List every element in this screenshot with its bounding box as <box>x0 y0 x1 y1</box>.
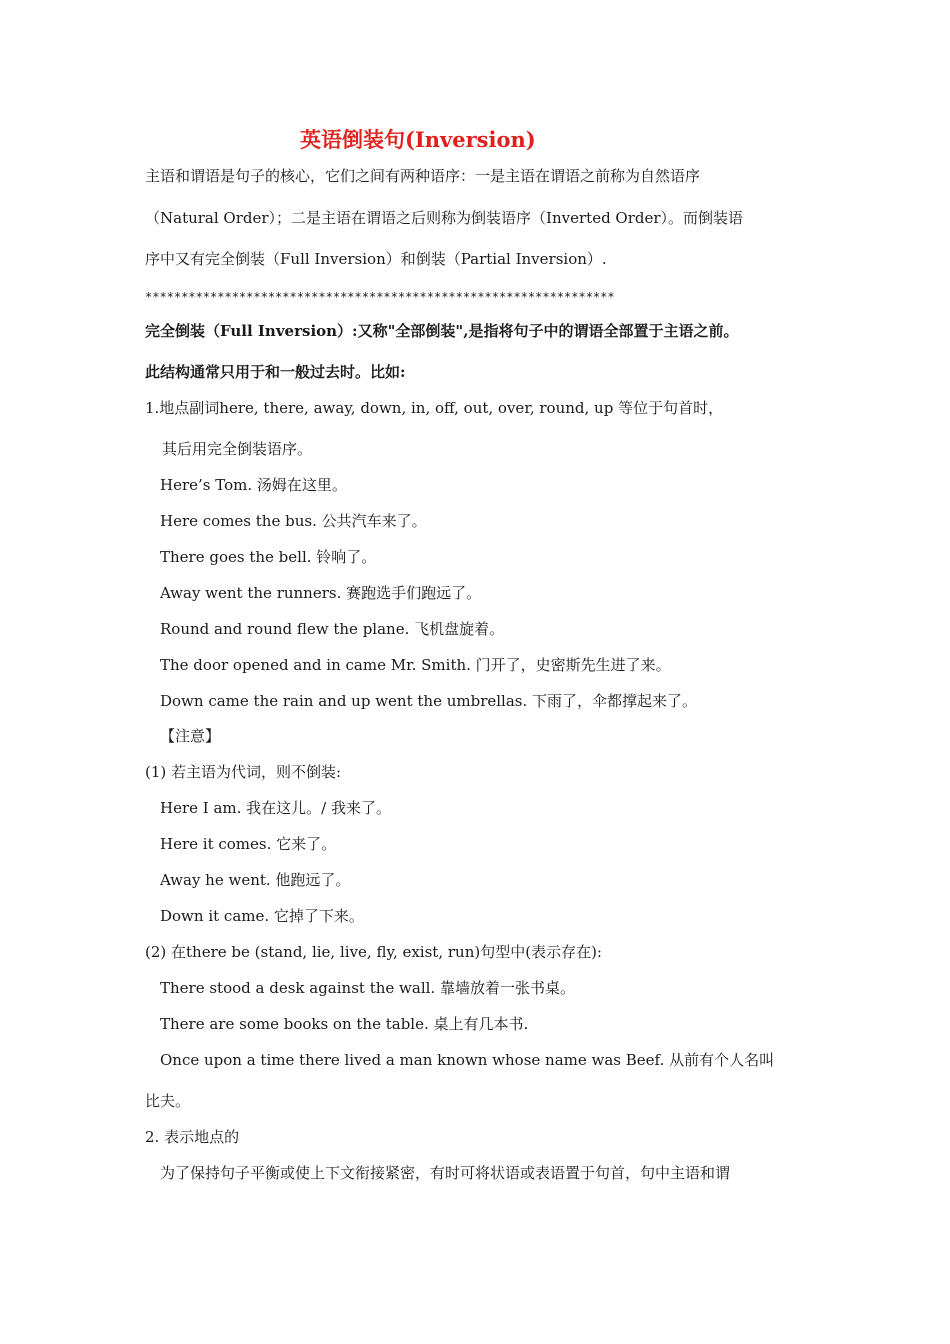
intro-line-2: （Natural Order）；二是主语在谓语之后则称为倒装语序（Inverted Order）。而倒装语 <box>145 209 744 227</box>
note-item2-heading: (2) 在there be (stand, lie, live, fly, exist, run)句型中(表示存在): <box>145 943 602 961</box>
document-title: 英语倒装句(Inversion) <box>300 127 536 152</box>
note-item1-example: Down it came. 它掉了下来。 <box>160 907 364 925</box>
section2-heading: 2. 表示地点的 <box>145 1128 240 1146</box>
separator-line: ***************************************************************** <box>145 290 615 304</box>
note-item1-example: Here it comes. 它来了。 <box>160 835 337 853</box>
section1-example: There goes the bell. 铃响了。 <box>160 548 377 566</box>
intro-line-1: 主语和谓语是句子的核心，它们之间有两种语序：一是主语在谓语之前称为自然语序 <box>145 167 701 185</box>
note-item1-example: Away he went. 他跑远了。 <box>160 871 351 889</box>
section1-heading-line-1: 1.地点副词here, there, away, down, in, off, out, over, round, up 等位于句首时， <box>145 399 724 417</box>
section1-heading-line-2: 其后用完全倒装语序。 <box>162 440 313 458</box>
section1-example: Away went the runners. 赛跑选手们跑远了。 <box>160 584 482 602</box>
note-label: 【注意】 <box>160 727 221 745</box>
section2-body-line-1: 为了保持句子平衡或使上下文衔接紧密，有时可将状语或表语置于句首，句中主语和谓 <box>160 1164 731 1182</box>
note-item2-example: There stood a desk against the wall. 靠墙放着一张书桌。 <box>160 979 575 997</box>
section1-example: Here comes the bus. 公共汽车来了。 <box>160 512 427 530</box>
note-item1-example: Here I am. 我在这儿。/ 我来了。 <box>160 799 391 817</box>
note-item2-example: There are some books on the table. 桌上有几本书. <box>160 1015 529 1033</box>
section1-example: The door opened and in came Mr. Smith. 门开了，史密斯先生进了来。 <box>160 656 671 674</box>
note-item1-heading: (1) 若主语为代词，则不倒装: <box>145 763 342 781</box>
section1-example: Round and round flew the plane. 飞机盘旋着。 <box>160 620 505 638</box>
full-inversion-definition-2: 此结构通常只用于和一般过去时。比如: <box>145 363 406 381</box>
note-item2-example: Once upon a time there lived a man known whose name was Beef. 从前有个人名叫 <box>160 1051 775 1069</box>
intro-line-3: 序中又有完全倒装（Full Inversion）和倒装（Partial Inversion）. <box>145 250 607 268</box>
section1-example: Here’s Tom. 汤姆在这里。 <box>160 476 347 494</box>
note-item2-continuation: 比夫。 <box>145 1092 191 1110</box>
section1-example: Down came the rain and up went the umbrellas. 下雨了，伞都撑起来了。 <box>160 692 698 710</box>
full-inversion-definition-1: 完全倒装（Full Inversion）:又称"全部倒装",是指将句子中的谓语全部置于主语之前。 <box>145 322 739 340</box>
